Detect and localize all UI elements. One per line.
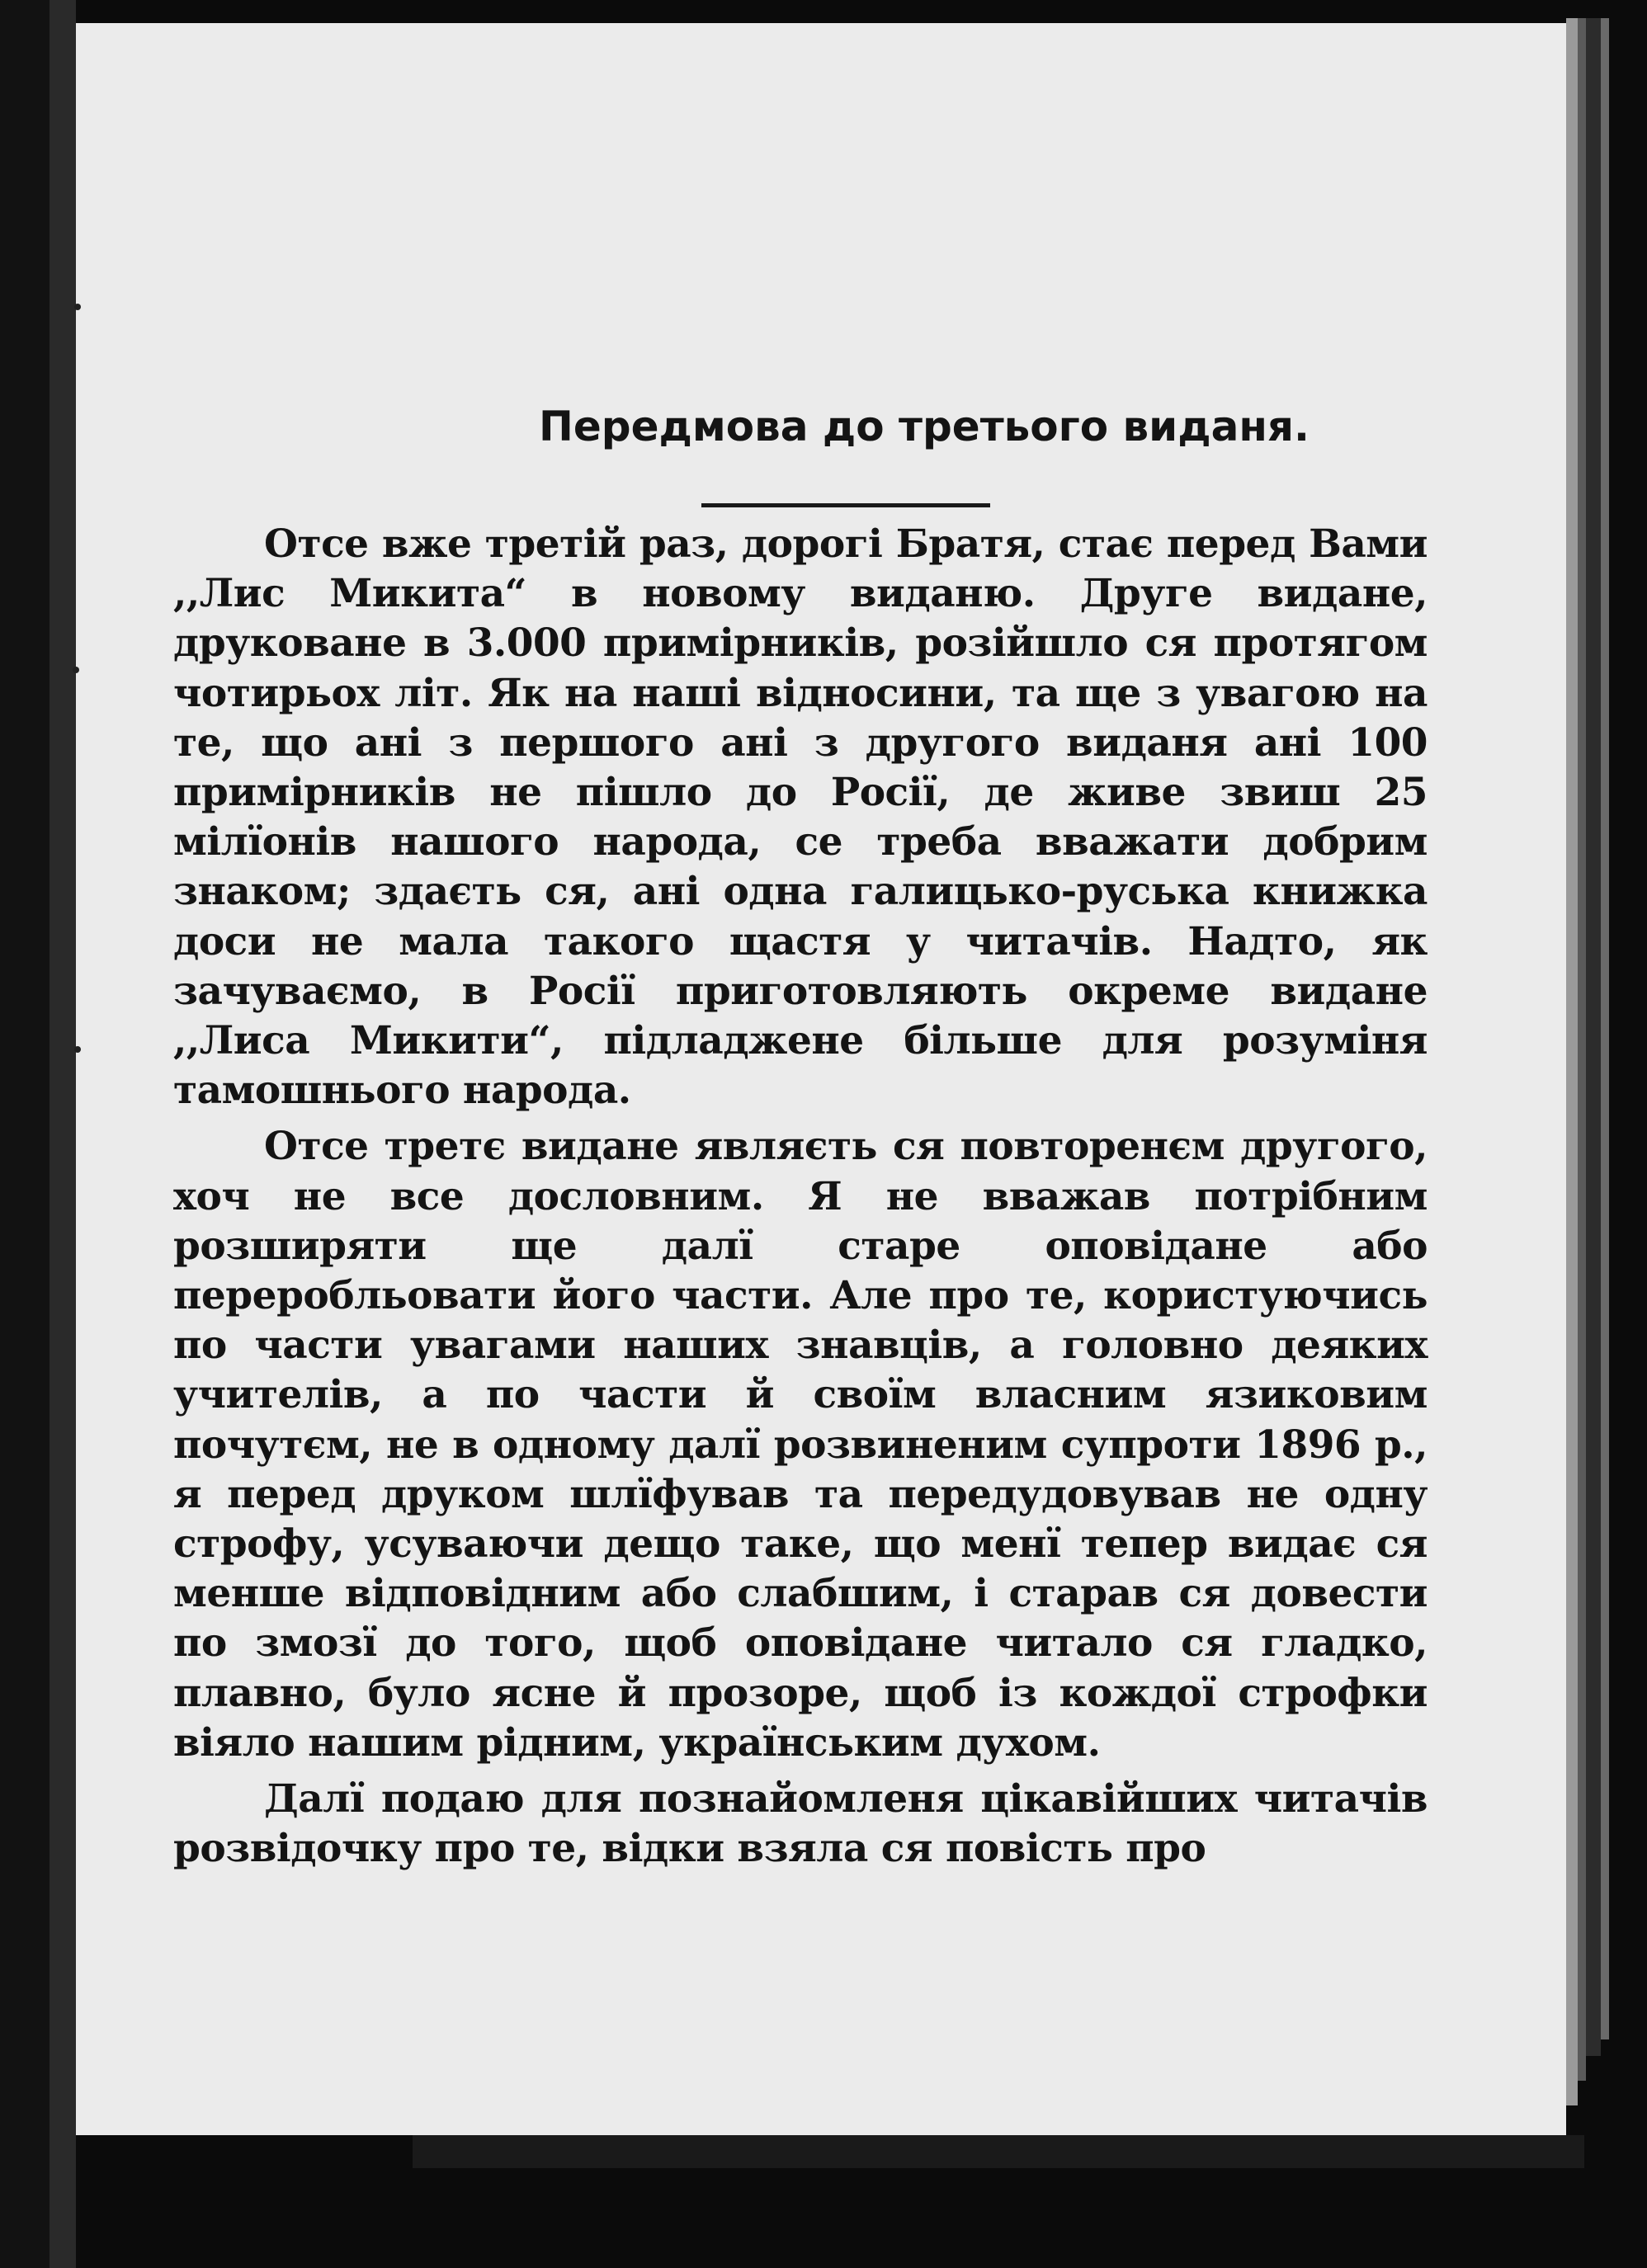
page-title: Передмова до третього виданя. — [539, 403, 1310, 450]
paragraph-3: Далї подаю для познайомленя цікавійших читачів розвідочку про те, відки взяла ся повість про — [173, 1776, 1428, 1872]
margin-mark — [73, 667, 79, 673]
page-stack-edge — [1578, 18, 1586, 2081]
margin-mark — [74, 1046, 81, 1053]
left-page-edge — [0, 0, 76, 2268]
page-stack-edge — [1601, 18, 1609, 2039]
book-page — [76, 23, 1566, 2135]
body-text — [173, 520, 1428, 1874]
page-stack-edge — [1586, 18, 1601, 2056]
page-stack-edge — [1566, 18, 1578, 2105]
bottom-shadow — [413, 2135, 1584, 2168]
margin-mark — [74, 304, 81, 310]
left-page-edge-inner — [50, 0, 76, 2268]
paragraph-2: Отсе третє видане являєть ся повторенєм другого, хоч не все дословним. Я не вважав потрібним розширяти ще далї старе оповідане або переробльовати його части. Але про те, користуючись по части увагами наших знавців, а головно деяких учителів, а по части й своїм власним язиковим почутєм, не в одному далї розвиненим супроти 1896 р., я перед друком шлїфував та передудовував не одну строфу, усуваючи дещо таке, що менї тепер видає ся менше відповідним або слабшим, і старав ся довести по змозї до того, щоб оповідане читало ся гладко, плавно, було ясне й прозоре, щоб із кождої строфки віяло нашим рідним, українським духом. — [173, 1124, 1428, 1766]
paragraph-1: Отсе вже третій раз, дорогі Братя, стає перед Вами ,,Лис Микита“ в новому виданю. Друге видане, друковане в 3.000 примірників, розійшло ся протягом чотирьох літ. Як на наші відносини, та ще з увагою на те, що ані з першого ані з другого виданя ані 100 примірників не пішло до Росії, де живе звиш 25 мілїонів нашого народа, се треба вважати добрим знаком; здаєть ся, ані одна галицько-руська книжка доси не мала такого щастя у читачів. Надто, як зачуваємо, в Росії приготовляють окреме видане ,,Лиса Микити“, підладжене більше для розуміня тамошнього народа. — [173, 521, 1428, 1114]
title-underline — [701, 503, 990, 507]
